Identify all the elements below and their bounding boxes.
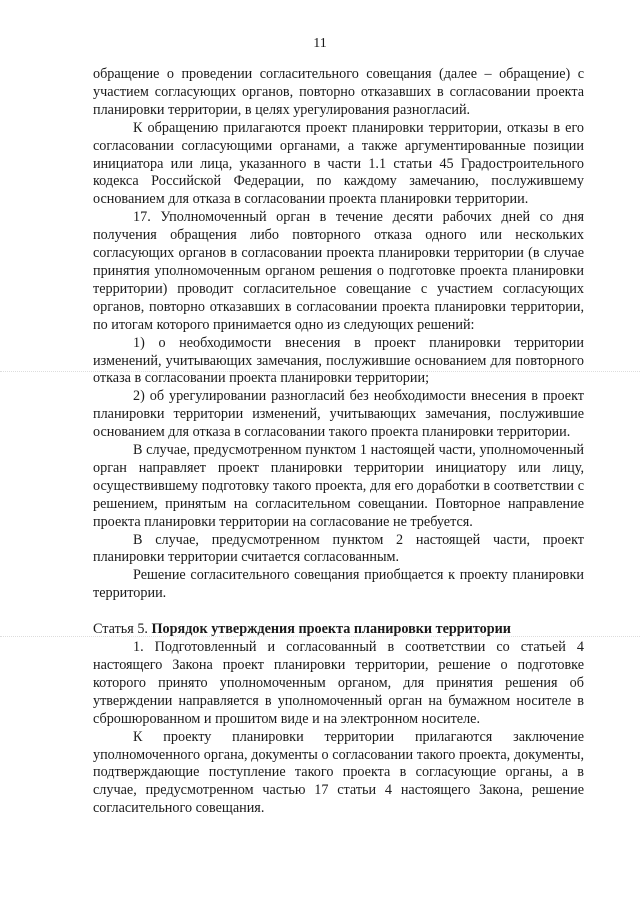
section-gap bbox=[93, 603, 584, 621]
paragraph-4: В случае, предусмотренном пунктом 1 настоящей части, уполномоченный орган направляет проект планировки территории инициатору или лицу, осуществившему подготовку такого проекта, для его доработки в соответствии с решением, принятым на согласительном совещании. Повторное направление проекта планировки территории на согласование не требуется. bbox=[93, 442, 584, 530]
list-item-2: 2) об урегулировании разногласий без необходимости внесения в проект планировки территории изменений, учитывающих замечания, послужившие основанием для отказа в согласовании такого проекта планировки территории. bbox=[93, 388, 584, 441]
article-title: Порядок утверждения проекта планировки территории bbox=[151, 621, 511, 638]
article-heading bbox=[93, 621, 584, 639]
article-paragraph-1: 1. Подготовленный и согласованный в соответствии со статьей 4 настоящего Закона проект планировки территории, решение о подготовке которого принято уполномоченным органом, для принятия решения об утверждении направляется в уполномоченный орган на бумажном носителе в сброшюрованном и прошитом виде и на электронном носителе. bbox=[93, 639, 584, 727]
article-paragraph-2: К проекту планировки территории прилагаются заключение уполномоченного органа, документы о согласовании такого проекта, документы, подтверждающие поступление такого проекта в согласующие органы, а в случае, предусмотренном частью 17 статьи 4 настоящего Закона, решение согласительного совещания. bbox=[93, 728, 584, 817]
page-number: 11 bbox=[313, 36, 327, 51]
article-prefix: Статья 5. bbox=[93, 621, 152, 638]
paragraph-2: К обращению прилагаются проект планировки территории, отказы в его согласовании согласующими органами, а также аргументированные позиции инициатора или лица, указанного в части 1.1 статьи 45 Градостроительного кодекса Российской Федерации, по каждому замечанию, послужившему основанием для отказа в согласовании проекта планировки территории. bbox=[93, 119, 584, 208]
list-item-1: 1) о необходимости внесения в проект планировки территории изменений, учитывающих замечания, послужившие основанием для повторного отказа в согласовании проекта планировки территории; bbox=[93, 334, 584, 387]
paragraph-6: Решение согласительного совещания приобщается к проекту планировки территории. bbox=[93, 567, 584, 602]
paragraph-3: 17. Уполномоченный орган в течение десяти рабочих дней со дня получения обращения либо повторного отказа одного или нескольких согласующих органов в согласовании проекта планировки территории (в случае принятия уполномоченным органом решения о подготовке проекта планировки территории) проводит согласительное совещание с участием согласующих органов, повторно отказавших в согласовании проекта планировки территории, по итогам которого принимается одно из следующих решений: bbox=[93, 209, 584, 333]
document-body bbox=[93, 66, 584, 818]
paragraph-5: В случае, предусмотренном пунктом 2 настоящей части, проект планировки территории считается согласованным. bbox=[93, 531, 584, 566]
paragraph-1: обращение о проведении согласительного совещания (далее – обращение) с участием согласующих органов, повторно отказавших в согласовании проекта планировки территории, в целях урегулирования разногласий. bbox=[93, 66, 584, 118]
